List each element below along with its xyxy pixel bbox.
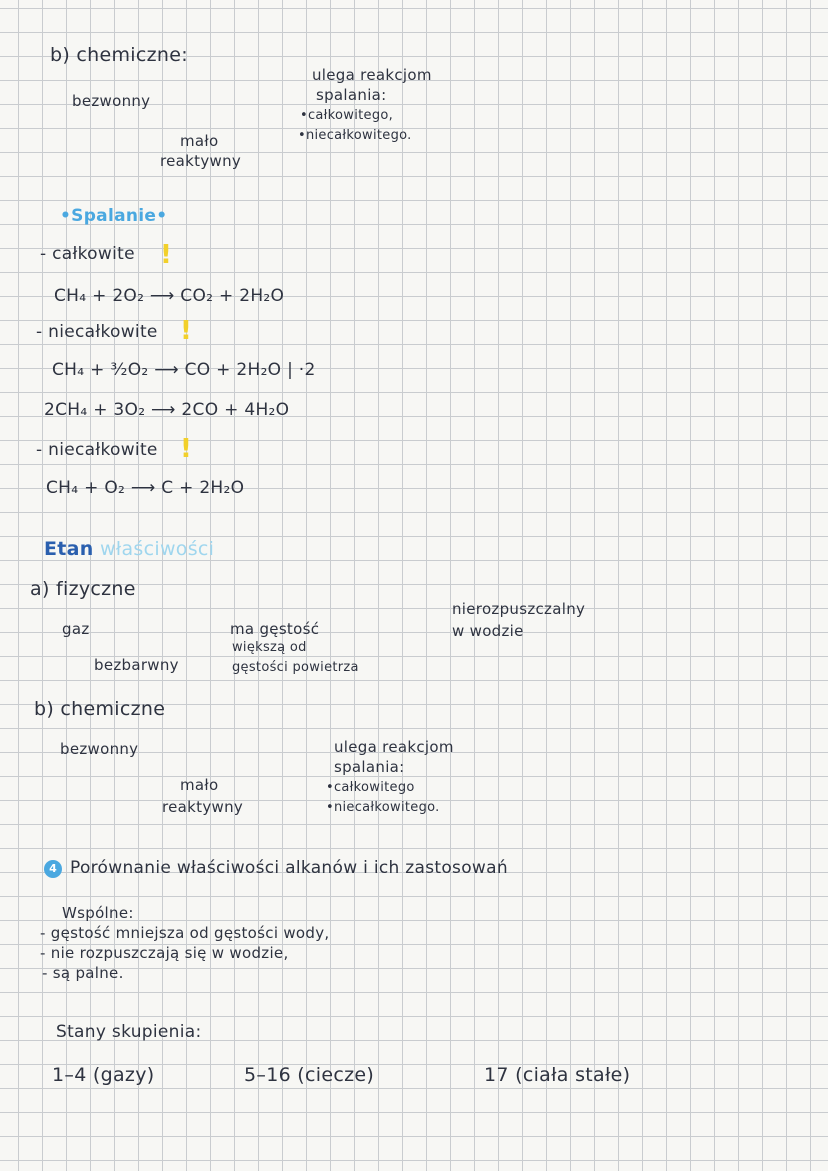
equation-2: CH₄ + ³⁄₂O₂ ⟶ CO + 2H₂O | ·2 — [52, 360, 316, 380]
states-heading: Stany skupienia: — [56, 1022, 202, 1042]
density-line-2: większą od — [232, 640, 307, 655]
common-line-1: - gęstość mniejsza od gęstości wody, — [40, 924, 330, 942]
bullet-dot-icon: • — [156, 206, 168, 226]
colorless-text: bezbarwny — [94, 656, 179, 674]
low-reactive2-line-1: mało — [180, 776, 219, 794]
gas-text: gaz — [62, 620, 90, 638]
chemical-heading: b) chemiczne: — [50, 44, 188, 66]
combustion-title — [60, 206, 167, 226]
complete-label: - całkowite — [40, 244, 135, 264]
chemical-heading-2: b) chemiczne — [34, 698, 166, 720]
equation-3: 2CH₄ + 3O₂ ⟶ 2CO + 4H₂O — [44, 400, 290, 420]
common-heading: Wspólne: — [62, 904, 134, 922]
reacts-line-4: •niecałkowitego. — [298, 128, 412, 143]
reacts2-line-3: •całkowitego — [326, 780, 415, 795]
incomplete-label-2: - niecałkowite — [36, 440, 158, 460]
exclamation-icon: ! — [180, 316, 192, 346]
common-line-3: - są palne. — [42, 964, 124, 982]
low-reactive2-line-2: reaktywny — [162, 798, 244, 816]
state-solids: 17 (ciała stałe) — [484, 1064, 631, 1086]
ethane-title — [44, 538, 214, 560]
equation-1: CH₄ + 2O₂ ⟶ CO₂ + 2H₂O — [54, 286, 285, 306]
reacts2-line-2: spalania: — [334, 758, 405, 776]
reacts2-line-1: ulega reakcjom — [334, 738, 454, 756]
density-line-1: ma gęstość — [230, 620, 320, 638]
ethane-name: Etan — [44, 538, 94, 560]
common-line-2: - nie rozpuszczają się w wodzie, — [40, 944, 289, 962]
state-liquids: 5–16 (ciecze) — [244, 1064, 375, 1086]
comparison-title: Porównanie właściwości alkanów i ich zastosowań — [70, 858, 508, 878]
odorless-text-2: bezwonny — [60, 740, 139, 758]
ethane-subtitle: właściwości — [99, 538, 215, 560]
exclamation-icon: ! — [180, 434, 192, 464]
state-gases: 1–4 (gazy) — [52, 1064, 155, 1086]
reacts2-line-4: •niecałkowitego. — [326, 800, 440, 815]
number-badge: 4 — [44, 860, 62, 878]
equation-4: CH₄ + O₂ ⟶ C + 2H₂O — [46, 478, 245, 498]
insoluble-line-2: w wodzie — [452, 622, 524, 640]
bullet-dot-icon: • — [60, 206, 72, 226]
combustion-title-text: Spalanie — [71, 206, 157, 226]
reacts-line-3: •całkowitego, — [300, 108, 394, 123]
reacts-line-2: spalania: — [316, 86, 387, 104]
low-reactive-line-2: reaktywny — [160, 152, 242, 170]
insoluble-line-1: nierozpuszczalny — [452, 600, 586, 618]
incomplete-label-1: - niecałkowite — [36, 322, 158, 342]
reacts-line-1: ulega reakcjom — [312, 66, 432, 84]
exclamation-icon: ! — [160, 240, 172, 270]
odorless-text: bezwonny — [72, 92, 151, 110]
low-reactive-line-1: mało — [180, 132, 219, 150]
physical-heading: a) fizyczne — [30, 578, 136, 600]
density-line-3: gęstości powietrza — [232, 660, 359, 675]
